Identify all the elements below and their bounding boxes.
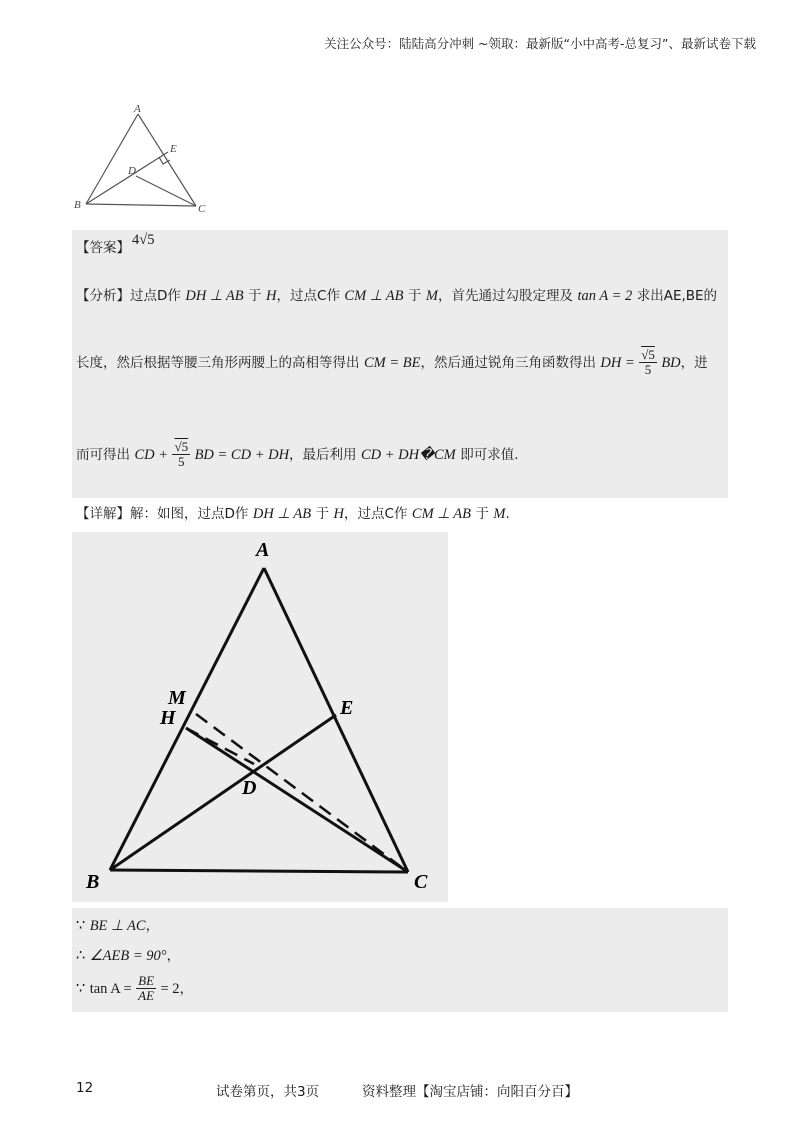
fraction-be-over-ae: $\frac{BE}{AE}$ (138, 973, 155, 1004)
answer-line (76, 232, 155, 257)
footer-center-text: 试卷第页，共3页 资料整理【淘宝店铺：向阳百分百】 (216, 1084, 579, 1100)
fraction-root5-over-5: $\frac{√5}{5}$ (641, 347, 655, 378)
label-m: M (168, 687, 186, 709)
segment-be (110, 715, 336, 870)
large-triangle-figure (72, 532, 448, 902)
label-b: B (86, 871, 100, 893)
side-bc (110, 870, 408, 872)
step-2: ∴ ∠AEB = 90°， (76, 948, 181, 964)
small-label-e: E (170, 143, 177, 155)
label-a: A (256, 539, 270, 561)
label-e: E (340, 697, 354, 719)
step-3: ∵ tan A = $\frac{BE}{AE}$ = 2， (76, 973, 194, 1004)
small-triangle-figure (72, 100, 222, 220)
small-label-c: C (198, 203, 206, 215)
small-label-b: B (74, 199, 81, 211)
small-label-d: D (128, 165, 136, 177)
analysis-label: 【分析】 (76, 288, 130, 304)
analysis-line-3: 而可得出 CD + $\frac{√5}{5}$ BD = CD + DH，最后利用 CD + DH�CM 即可求值. (76, 439, 519, 470)
answer-label: 【答案】 (76, 240, 130, 256)
analysis-line-1: 【分析】过点D作 DH ⊥ AB 于 H，过点C作 CM ⊥ AB 于 M，首先通过勾股定理及 tan A = 2 求出AE,BE的 (76, 288, 718, 304)
analysis-line-2: 长度，然后根据等腰三角形两腰上的高相等得出 CM = BE，然后通过锐角三角函数得出 DH = $\frac{√5}{5}$ BD，进 (76, 347, 708, 378)
small-label-a: A (134, 103, 141, 115)
page-number: 12 (76, 1080, 94, 1096)
fraction-root5-over-5-b: $\frac{√5}{5}$ (174, 439, 189, 470)
detail-label: 【详解】 (76, 506, 130, 522)
label-d: D (242, 777, 257, 799)
side-ab (110, 568, 264, 870)
page-header: 关注公众号：陆陆高分冲刺 ~领取：最新版“小中高考-总复习”、最新试卷下载 (324, 36, 756, 51)
detail-line: 【详解】解：如图，过点D作 DH ⊥ AB 于 H，过点C作 CM ⊥ AB 于 M. (76, 506, 510, 522)
step-1: ∵ BE ⊥ AC， (76, 918, 160, 934)
label-c: C (414, 871, 428, 893)
label-h: H (160, 707, 176, 729)
answer-value: 4√5 (132, 232, 155, 248)
